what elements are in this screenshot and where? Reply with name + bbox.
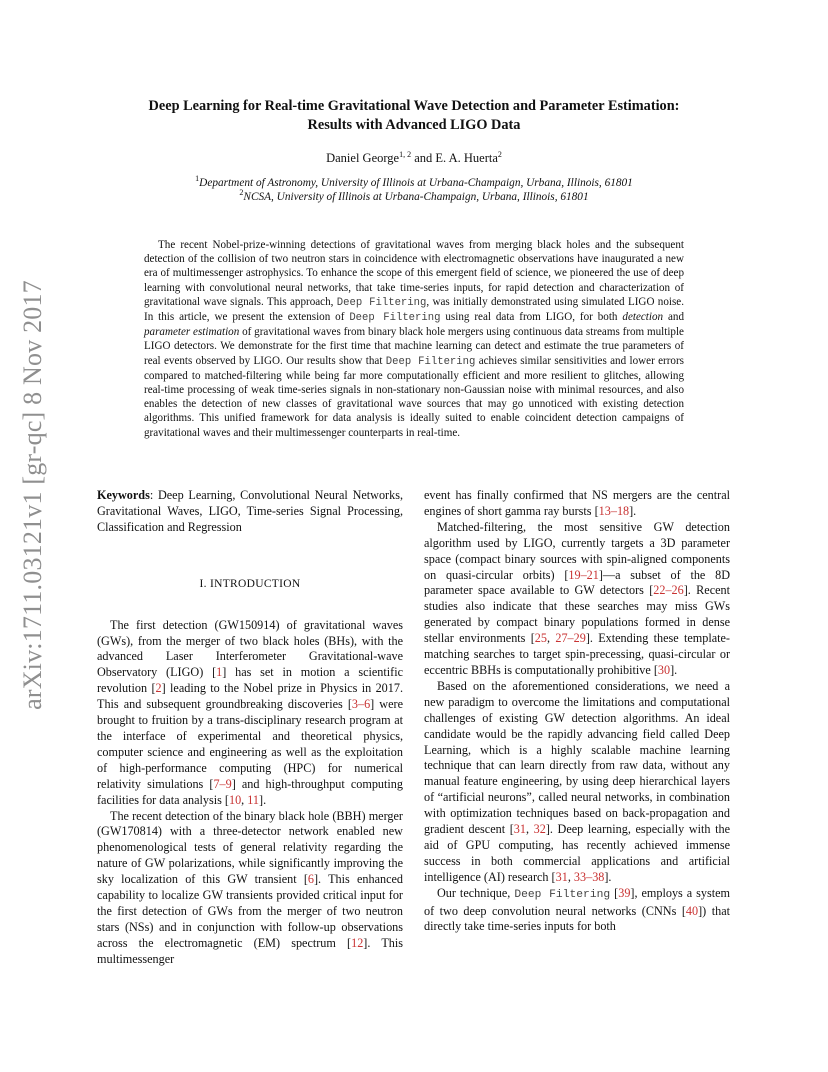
paragraph-text: ] and high-throughput computing facilities for data analysis [ [97, 776, 403, 807]
paragraph [424, 679, 730, 886]
citation-link[interactable]: 25 [534, 631, 547, 646]
citation-link[interactable]: 10 [228, 792, 242, 807]
paragraph-text: ] has set in motion a scientific revolution [ [97, 665, 403, 696]
affiliation-mark: 1 [195, 174, 200, 183]
citation-link[interactable]: 7–9 [213, 776, 232, 791]
paragraph-text: event has finally confirmed that NS mergers are the central engines of short gamma ray bursts [ [424, 488, 730, 518]
abstract-text: using real data from LIGO, for both [440, 311, 623, 324]
paragraph [424, 886, 730, 936]
paragraph-text: ]. Deep learning, especially with the aid of GPU computing, has recently achieved immense success in both commercial applications and artificial intelligence (AI) research [ [424, 822, 730, 884]
citation-link[interactable]: 22–26 [653, 583, 684, 598]
citation-link[interactable]: 3–6 [351, 697, 371, 712]
keywords-text: : Deep Learning, Convolutional Neural Networks, Gravitational Waves, LIGO, Time-series Signal Processing, Classification and Regression [97, 488, 403, 534]
paragraph-text: ] were brought to fruition by a trans-disciplinary research program at the interface of experimental and theoretical physics, computer science and engineering as well as the exploitation of high-performance computing (HPC) for numerical relativity simulations [ [97, 697, 403, 791]
paragraph-text: The first detection (GW150914) of gravitational waves (GWs), from the merger of two black holes (BHs), with the advanced Laser Interferometer Gravitational-wave Observatory (LIGO) [ [97, 617, 403, 680]
arxiv-identifier-stamp [2, 280, 64, 710]
citation-link[interactable]: 32 [533, 822, 546, 837]
code-term: Deep Filtering [336, 296, 427, 309]
author-name: E. A. Huerta [435, 151, 498, 166]
emphasis: parameter estimation [144, 326, 240, 339]
abstract-text: The recent Nobel-prize-winning detections of gravitational waves from merging black holes and the subsequent detection of the collision of two neutron stars in coincidence with electromagnetic observations have inaugurated a new era of multimessenger astrophysics. To enhance the scope of this emergent field of science, we pioneered the use of deep learning with convolutional neural networks, that take time-series inputs, for rapid detection and characterization of gravitational wave signals. This approach, [144, 239, 684, 308]
citation-link[interactable]: 30 [657, 662, 671, 677]
paragraph-text: ]. Recent studies also indicate that these searches may miss GWs generated by compact binary populations formed in dense stellar environments [ [424, 583, 730, 646]
paragraph-text: Based on the aforementioned considerations, we need a new paradigm to overcome the limitations and computational challenges of existing GW detection algorithms. An ideal candidate would be the rapidly advancing field called Deep Learning, which is a highly scalable machine learning technique that can learn directly from raw data, without any manual feature engineering, by using deep hierarchical layers of “artificial neurons”, called neural networks, in combination with optimization techniques based on back-propagation and gradient descent [ [424, 678, 730, 837]
left-column [97, 488, 403, 968]
citation-link[interactable]: 1 [216, 665, 223, 680]
citation-link[interactable]: 12 [351, 935, 364, 950]
author-separator: and [411, 151, 436, 166]
paragraph-text: , [525, 822, 534, 837]
author-affiliation-mark: 1, 2 [399, 150, 412, 159]
paragraph-text: ] leading to the Nobel prize in Physics in 2017. This and subsequent groundbreaking discoveries [ [97, 681, 403, 712]
paragraph [97, 809, 403, 968]
author-name: Daniel George [326, 151, 400, 166]
citation-link[interactable]: 6 [307, 872, 314, 887]
paragraph-text: ]. This multimessenger [97, 935, 403, 966]
paragraph-text: ]. [259, 792, 267, 807]
title-line-2: Results with Advanced LIGO Data [307, 117, 521, 133]
citation-link[interactable]: 13–18 [598, 503, 630, 518]
right-column [424, 488, 730, 935]
paragraph-text: ]. This enhanced capability to localize GW transients provided critical input for the first detection of GWs from the merger of two neutron stars (NSs) and in conjunction with follow-up observations across the electromagnetic (EM) spectrum [ [97, 872, 403, 950]
citation-link[interactable]: 33–38 [573, 869, 605, 884]
paragraph-text: ]—a subset of the 8D parameter space available to GW detectors [ [424, 567, 731, 598]
author-affiliation-mark: 2 [497, 150, 502, 159]
citation-link[interactable]: 31 [555, 869, 568, 884]
paragraph-text: [ [610, 885, 619, 900]
paragraph-text: Our technique, [437, 885, 515, 900]
affiliation-text: NCSA, University of Illinois at Urbana-Champaign, Urbana, Illinois, 61801 [243, 190, 589, 203]
section-heading: I. INTRODUCTION [199, 577, 301, 590]
citation-link[interactable]: 27–29 [555, 631, 586, 646]
abstract [144, 238, 684, 440]
keywords [97, 488, 403, 536]
affiliation-2 [96, 186, 732, 204]
citation-link[interactable]: 11 [247, 792, 260, 807]
abstract-text: , was initially demonstrated using simulated LIGO noise. In this article, we present the extension of [144, 295, 684, 324]
citation-link[interactable]: 40 [685, 903, 699, 918]
paragraph-text: ]) that directly take time-series inputs for both [424, 903, 730, 934]
paragraph-text: ]. [629, 503, 637, 518]
code-term: Deep Filtering [349, 312, 441, 325]
citation-link[interactable]: 31 [513, 822, 526, 837]
paragraph-text: , [241, 792, 248, 807]
paragraph-text: ]. [670, 662, 678, 677]
paragraph-text: ]. [604, 869, 612, 884]
paragraph-text: ]. Extending these template-matching searches to target spin-precessing, quasi-circular or eccentric BBHs is computationally prohibitive [ [424, 631, 730, 677]
author-list [96, 150, 732, 166]
paragraph [97, 618, 403, 809]
paragraph [424, 488, 730, 520]
citation-link[interactable]: 2 [155, 681, 162, 696]
affiliation-mark: 2 [239, 188, 244, 197]
code-term: Deep Filtering [514, 888, 611, 901]
paragraph-text: Matched-filtering, the most sensitive GW detection algorithm used by LIGO, currently targets a 3D parameter space (compact binary sources with spin-aligned components on quasi-circular orbits) [ [424, 519, 730, 582]
paragraph [424, 520, 730, 679]
paragraph-text: ], employs a system of two deep convolution neural networks (CNNs [ [424, 885, 730, 918]
abstract-text: achieves similar sensitivities and lower errors compared to matched-filtering while being far more computationally efficient and more resilient to glitches, allowing real-time processing of weak time-series signals in non-stationary non-Gaussian noise with minimal resources, and also enables the detection of new classes of gravitational wave sources that may go unnoticed with existing detection algorithms. This unified framework for data analysis is ideally suited to enable coincident detection campaigns of gravitational waves and their multimessenger counterparts in real-time. [144, 354, 684, 439]
paper-title [96, 97, 732, 135]
citation-link[interactable]: 39 [618, 885, 631, 900]
title-line-1: Deep Learning for Real-time Gravitational Wave Detection and Parameter Estimation: [148, 98, 680, 114]
arxiv-id: arXiv:1711.03121v1 [gr-qc] 8 Nov 2017 [18, 280, 48, 710]
paragraph-text: , [567, 869, 574, 884]
emphasis: detection [622, 311, 664, 324]
paragraph-text: The recent detection of the binary black hole (BBH) merger (GW170814) with a three-detector network enabled new phenomenological tests of general relativity regarding the nature of GW polarizations, while significantly improving the sky localization of this GW transient [ [97, 808, 403, 887]
code-term: Deep Filtering [385, 355, 476, 368]
paragraph-text: , [546, 631, 556, 646]
affiliation-text: Department of Astronomy, University of Illinois at Urbana-Champaign, Urbana, Illinois, 61801 [199, 176, 633, 189]
citation-link[interactable]: 19–21 [568, 567, 599, 582]
keywords-label: Keywords [97, 488, 150, 502]
abstract-text: and [663, 311, 684, 324]
abstract-text: of gravitational waves from binary black hole mergers using continuous data streams from multiple LIGO detectors. We demonstrate for the first time that machine learning can detect and estimate the true parameters of real events observed by LIGO. Our results show that [144, 326, 684, 367]
